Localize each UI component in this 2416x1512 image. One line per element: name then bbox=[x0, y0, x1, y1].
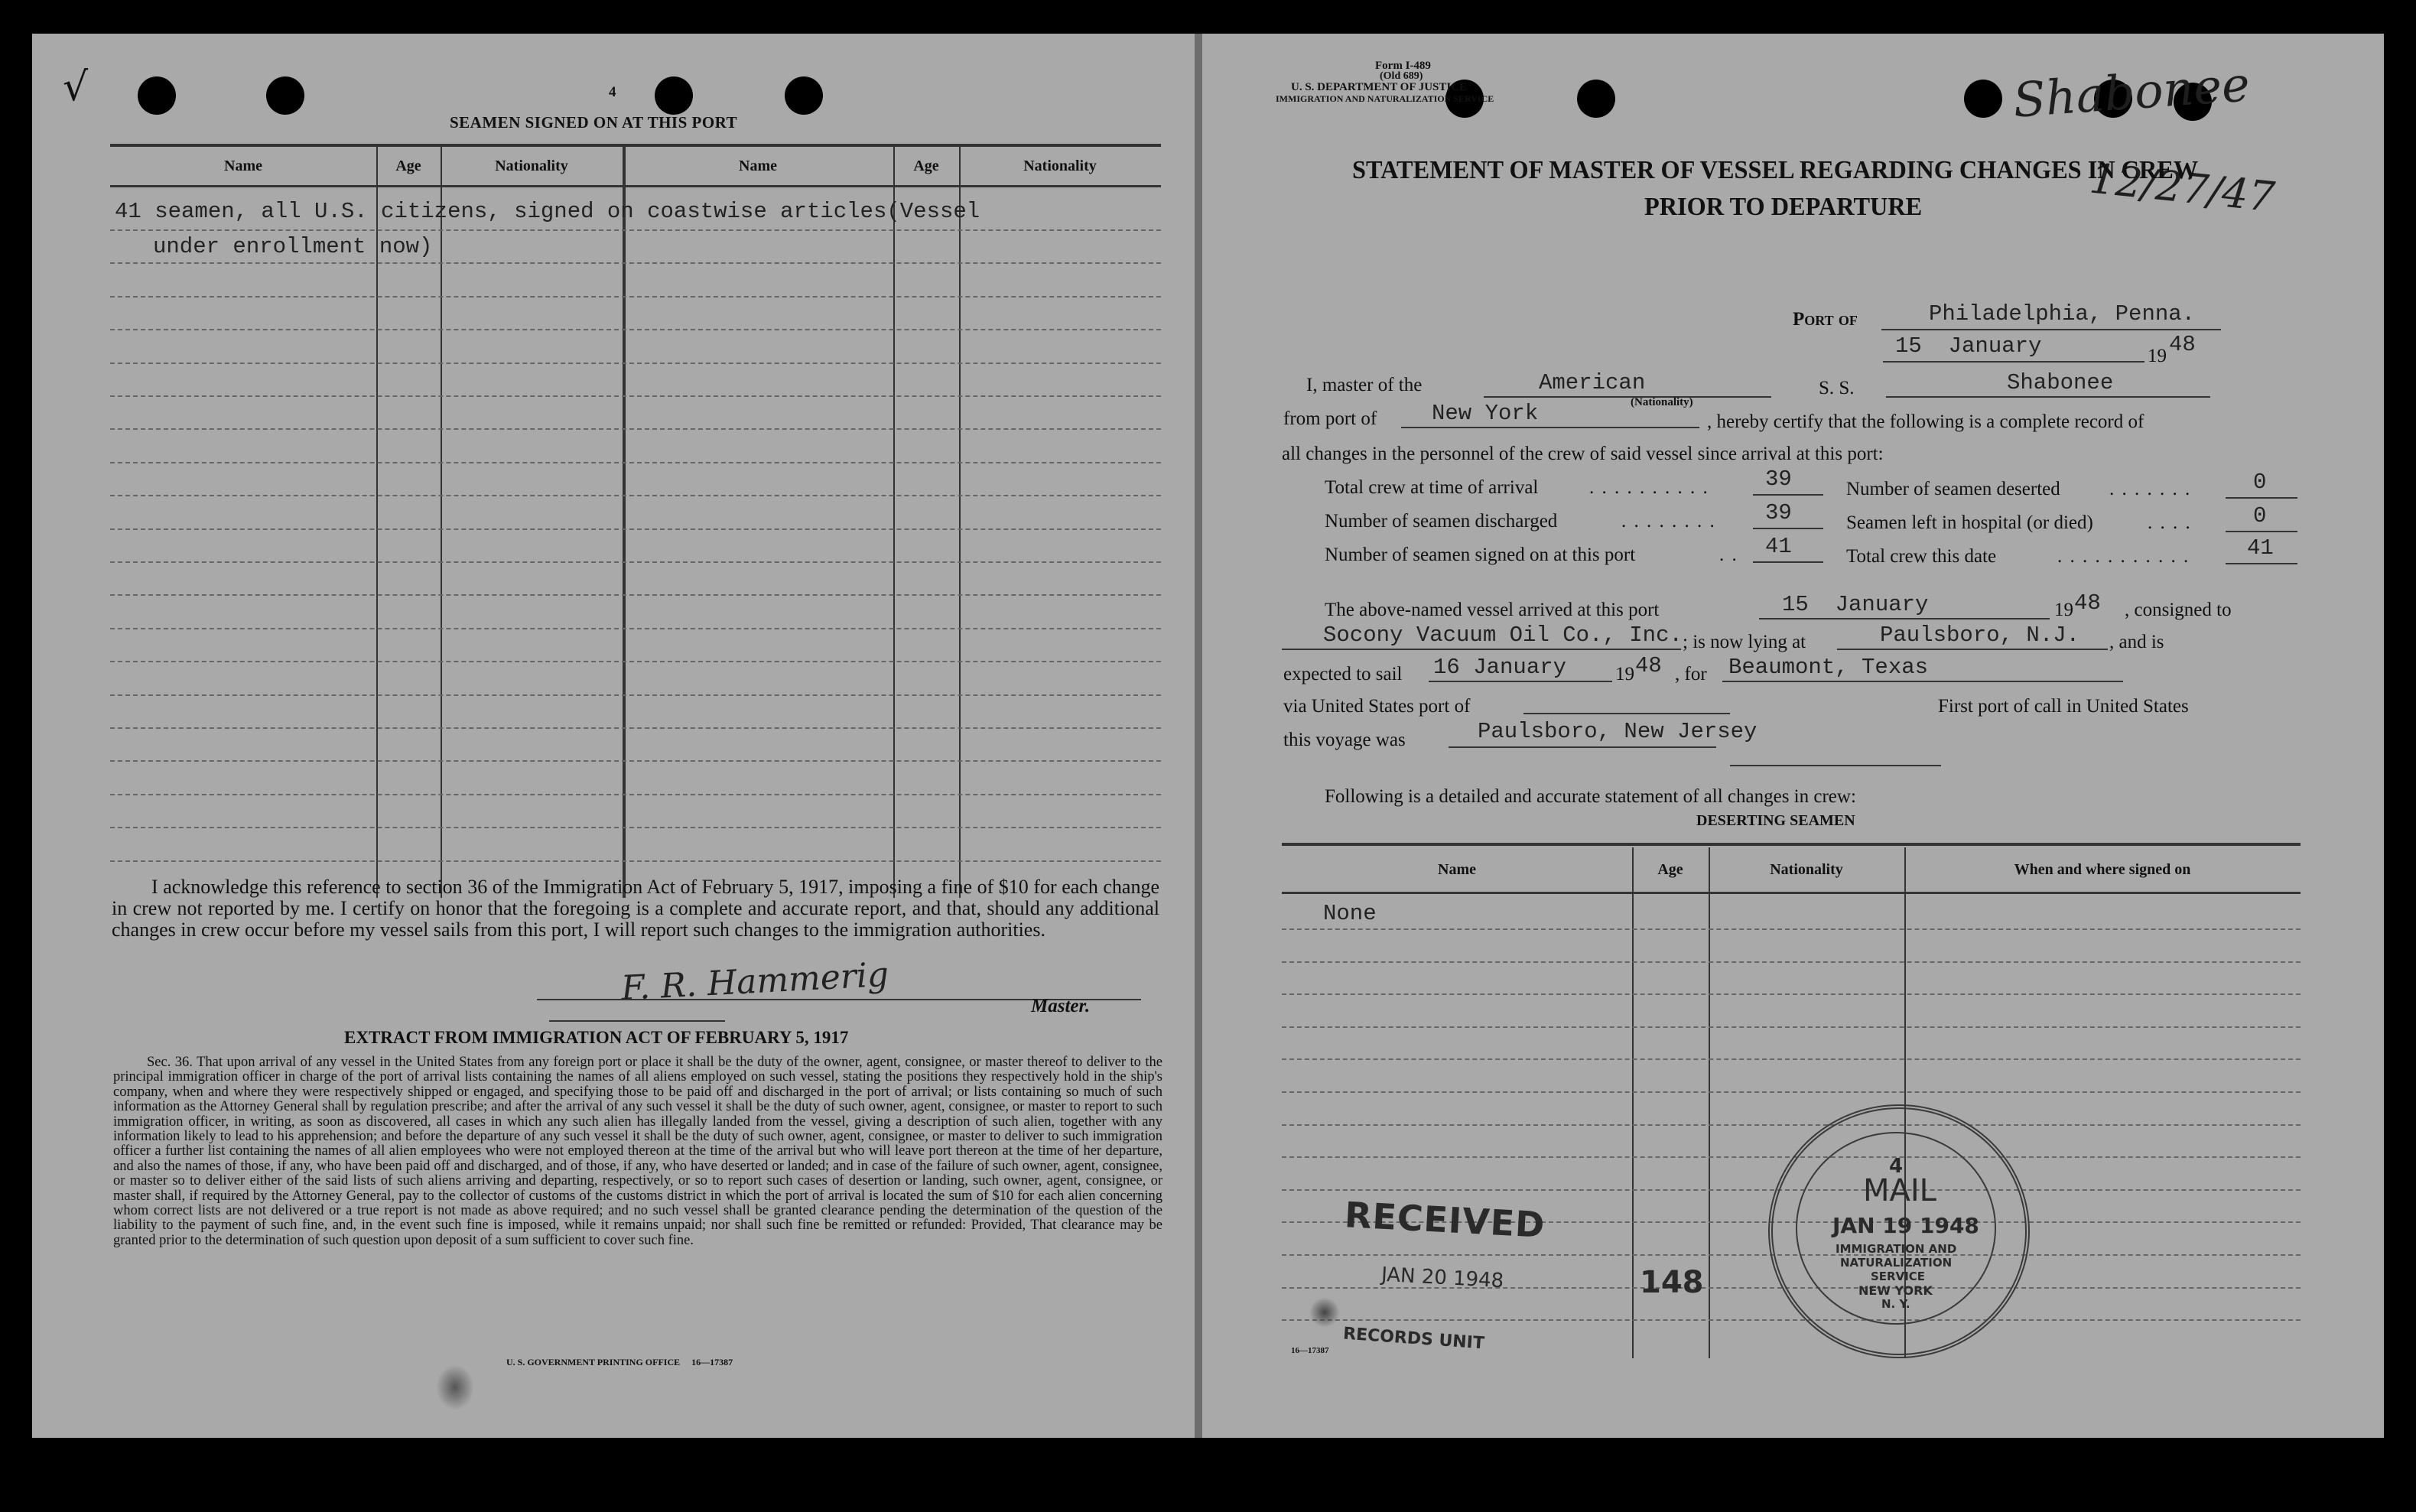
via-line bbox=[1523, 713, 1730, 714]
expected-label: expected to sail bbox=[1283, 664, 1403, 684]
value-line bbox=[1753, 494, 1823, 496]
table-col-divider bbox=[441, 147, 442, 898]
table-row-rule bbox=[110, 296, 1161, 298]
number-stamp: 148 bbox=[1640, 1265, 1704, 1300]
deserting-first-entry: None bbox=[1323, 901, 1377, 926]
typed-entry-line2: under enrollment now) bbox=[153, 234, 433, 259]
deserting-title: DESERTING SEAMEN bbox=[1696, 812, 1855, 829]
mail-stamp-agency1: IMMIGRATION AND bbox=[1836, 1242, 1957, 1256]
records-unit-stamp: RECORDS UNIT bbox=[1342, 1324, 1485, 1354]
lying-line bbox=[1837, 649, 2108, 650]
form-old-number: (Old 689) bbox=[1380, 70, 1423, 82]
punch-hole bbox=[1964, 80, 2002, 118]
form-number: Form I-489 bbox=[1375, 60, 1431, 72]
all-changes-text: all changes in the personnel of the crew of said vessel since arrival at this port: bbox=[1282, 444, 1884, 464]
check-mark: √ bbox=[63, 64, 89, 110]
leader-dots: . . bbox=[1719, 545, 1738, 565]
handwritten-ship-name: Shabonee bbox=[2011, 56, 2252, 128]
value-line bbox=[2226, 563, 2297, 564]
deserting-col-signed-on: When and where signed on bbox=[2014, 861, 2191, 878]
report-date-value: 15 January bbox=[1895, 333, 2042, 359]
section-title: SEAMEN SIGNED ON AT THIS PORT bbox=[450, 113, 738, 132]
leader-dots: . . . . bbox=[2148, 512, 2192, 533]
received-stamp: RECEIVED bbox=[1343, 1194, 1546, 1246]
via-label: via United States port of bbox=[1283, 696, 1471, 717]
typed-entry-line1: 41 seamen, all U.S. citizens, signed on coastwise articles(Vessel bbox=[115, 199, 980, 224]
smudge-mark bbox=[436, 1364, 474, 1410]
leader-dots: . . . . . . . bbox=[2109, 479, 2192, 499]
port-of-value: Philadelphia, Penna. bbox=[1929, 301, 2196, 327]
consigned-label: , consigned to bbox=[2125, 600, 2232, 620]
mail-stamp-word: MAIL bbox=[1863, 1173, 1936, 1208]
lying-value: Paulsboro, N.J. bbox=[1880, 623, 2080, 648]
this-voyage-line bbox=[1449, 746, 1716, 748]
consignee-value: Socony Vacuum Oil Co., Inc. bbox=[1323, 623, 1683, 648]
table-row-rule bbox=[110, 760, 1161, 762]
certify-text: , hereby certify that the following is a complete record of bbox=[1707, 411, 2144, 432]
leader-dots: . . . . . . . . bbox=[1621, 511, 1716, 532]
table-row-rule bbox=[1282, 961, 2301, 963]
following-label: Following is a detailed and accurate statement of all changes in crew: bbox=[1325, 786, 1856, 807]
deserted-value: 0 bbox=[2253, 470, 2267, 495]
deserting-col-age: Age bbox=[1657, 861, 1683, 878]
table-col-divider bbox=[959, 147, 961, 898]
ss-label: S. S. bbox=[1819, 378, 1855, 398]
value-line bbox=[1753, 528, 1823, 529]
form-title-line1: STATEMENT OF MASTER OF VESSEL REGARDING CHANGES IN CREW bbox=[1352, 156, 2199, 184]
discharged-value: 39 bbox=[1765, 500, 1792, 525]
report-date-line bbox=[1883, 361, 2144, 363]
for-line bbox=[1722, 681, 2123, 682]
table-row-rule bbox=[110, 229, 1161, 231]
divider-rule bbox=[549, 1020, 725, 1022]
from-port-label: from port of bbox=[1283, 408, 1377, 429]
table-row-rule bbox=[110, 528, 1161, 530]
mail-stamp-city: NEW YORK bbox=[1858, 1283, 1933, 1298]
signed-on-value: 41 bbox=[1765, 534, 1792, 559]
punch-hole bbox=[655, 76, 693, 115]
arrived-line bbox=[1759, 618, 2050, 619]
master-label: Master. bbox=[1031, 996, 1091, 1016]
table-row-rule bbox=[110, 363, 1161, 364]
hospital-value: 0 bbox=[2253, 503, 2267, 528]
mail-postmark bbox=[1768, 1104, 2030, 1358]
col-header-name: Name bbox=[739, 158, 777, 174]
deserting-col-name: Name bbox=[1438, 861, 1476, 878]
value-line bbox=[2226, 497, 2297, 499]
short-rule bbox=[1730, 765, 1941, 766]
table-row-rule bbox=[1282, 1319, 2301, 1321]
leader-dots: . . . . . . . . . . . bbox=[2057, 546, 2190, 567]
expected-value: 16 January bbox=[1433, 655, 1567, 680]
for-label: , for bbox=[1675, 664, 1707, 684]
value-line bbox=[1753, 561, 1823, 563]
mail-stamp-state: N. Y. bbox=[1881, 1297, 1910, 1311]
table-row-rule bbox=[110, 661, 1161, 662]
table-row-rule bbox=[110, 462, 1161, 463]
col-header-age: Age bbox=[913, 158, 939, 174]
ink-smudge bbox=[1309, 1297, 1340, 1328]
table-row-rule bbox=[110, 262, 1161, 264]
signed-on-label: Number of seamen signed on at this port bbox=[1325, 545, 1636, 565]
printer-line: U. S. GOVERNMENT PRINTING OFFICE 16—17387 bbox=[506, 1357, 733, 1367]
arrived-value: 15 January bbox=[1782, 592, 1929, 617]
table-row-rule bbox=[1282, 928, 2301, 930]
table-top-rule bbox=[110, 144, 1161, 147]
service-name: IMMIGRATION AND NATURALIZATION SERVICE bbox=[1276, 93, 1494, 104]
table-row-rule bbox=[1282, 1124, 2301, 1126]
deserting-table-top bbox=[1282, 843, 2301, 846]
ship-name: Shabonee bbox=[2007, 370, 2114, 395]
acknowledgment-text: I acknowledge this reference to section 36 of the Immigration Act of February 5, 1917, imposing a fine of $10 for each change in crew not reported by me. I certify on honor that the foregoing is a complete and accurate report, and that, should any additional changes in crew occur before my vessel sails from this port, I will report such changes to the immigration authorities. bbox=[112, 876, 1159, 941]
this-voyage-value: Paulsboro, New Jersey bbox=[1478, 719, 1758, 744]
hospital-label: Seamen left in hospital (or died) bbox=[1846, 512, 2093, 533]
consignee-line bbox=[1282, 649, 1681, 650]
this-voyage-label: this voyage was bbox=[1283, 730, 1406, 750]
leader-dots: . . . . . . . . . . bbox=[1589, 477, 1709, 498]
table-row-rule bbox=[110, 561, 1161, 563]
table-row-rule bbox=[110, 428, 1161, 430]
table-row-rule bbox=[110, 495, 1161, 496]
report-year-value: 48 bbox=[2169, 332, 2196, 357]
nationality-line bbox=[1484, 396, 1771, 398]
expected-year: 48 bbox=[1635, 653, 1662, 678]
vessel-nationality: American bbox=[1539, 370, 1646, 395]
table-row-rule bbox=[1282, 993, 2301, 995]
first-port-label: First port of call in United States bbox=[1938, 696, 2189, 717]
table-row-rule bbox=[1282, 1058, 2301, 1060]
table-col-divider bbox=[376, 147, 378, 898]
table-row-rule bbox=[110, 329, 1161, 330]
mail-stamp-date: JAN 19 1948 bbox=[1832, 1213, 1979, 1238]
table-row-rule bbox=[1282, 1026, 2301, 1028]
right-page bbox=[1202, 34, 2384, 1438]
port-of-line bbox=[1881, 329, 2221, 330]
mail-stamp-agency3: SERVICE bbox=[1871, 1270, 1926, 1283]
table-row-rule bbox=[110, 594, 1161, 596]
expected-year-prefix: 19 bbox=[1615, 664, 1634, 684]
arrived-year: 48 bbox=[2074, 590, 2101, 616]
nationality-caption: (Nationality) bbox=[1631, 396, 1693, 408]
deserting-table-header-rule bbox=[1282, 892, 2301, 894]
from-port-value: New York bbox=[1432, 401, 1539, 426]
table-col-divider bbox=[623, 147, 626, 898]
col-header-nationality: Nationality bbox=[1023, 158, 1097, 174]
deserting-col-nationality: Nationality bbox=[1770, 861, 1843, 878]
handwritten-date: 12/27/47 bbox=[2087, 154, 2278, 222]
for-value: Beaumont, Texas bbox=[1728, 655, 1929, 680]
and-is-label: , and is bbox=[2109, 632, 2164, 652]
arrived-label: The above-named vessel arrived at this port bbox=[1325, 600, 1660, 620]
from-port-line bbox=[1401, 427, 1699, 428]
punch-hole bbox=[266, 76, 304, 115]
footer-code: 16—17387 bbox=[1291, 1346, 1329, 1355]
punch-hole bbox=[1577, 80, 1615, 118]
value-line bbox=[2226, 531, 2297, 532]
table-row-rule bbox=[110, 395, 1161, 397]
table-row-rule bbox=[110, 628, 1161, 629]
table-col-divider bbox=[893, 147, 895, 898]
mail-stamp-top: 4 bbox=[1889, 1155, 1904, 1178]
report-year-prefix: 19 bbox=[2148, 346, 2167, 366]
lying-label: ; is now lying at bbox=[1683, 632, 1806, 652]
punch-hole bbox=[785, 76, 823, 115]
total-date-value: 41 bbox=[2247, 535, 2274, 561]
expected-line bbox=[1429, 681, 1612, 682]
table-header-rule bbox=[110, 185, 1161, 187]
arrived-year-prefix: 19 bbox=[2054, 600, 2073, 620]
col-header-nationality: Nationality bbox=[495, 158, 568, 174]
deserting-col-divider bbox=[1709, 847, 1710, 1358]
extract-title: EXTRACT FROM IMMIGRATION ACT OF FEBRUARY 5, 1917 bbox=[344, 1028, 849, 1047]
total-date-label: Total crew this date bbox=[1846, 546, 1997, 567]
total-arrival-label: Total crew at time of arrival bbox=[1325, 477, 1539, 498]
discharged-label: Number of seamen discharged bbox=[1325, 511, 1558, 532]
deserting-col-divider bbox=[1632, 847, 1634, 1358]
department-name: U. S. DEPARTMENT OF JUSTICE bbox=[1291, 81, 1468, 93]
section-36-text: Sec. 36. That upon arrival of any vessel in the United States from any foreign port or place it shall be the duty of the owner, agent, consignee, or master thereof to deliver to the principal immigration officer in charge of the port of arrival lists containing the names of all aliens employed on such vessel, stating the positions they respectively hold in the ship's company, when and where they were respectively shipped or engaged, and specifying those to be paid off and discharged in the port of arrival; or lists containing so much of such information as the Attorney General shall by regulation prescribe; and after the arrival of any such vessel it shall be the duty of such owner, agent, consignee, or master to report to such immigration officer, in writing, as soon as discovered, all cases in which any such alien has illegally landed from the vessel, giving a description of such alien, together with any information likely to lead to his apprehension; and before the departure of any such vessel it shall be the duty of such owner, agent, consignee, or master to deliver to such immigration officer a further list containing the names of all alien employees who were not employed thereon at the time of the arrival but who will leave port thereon at the time of her departure, and also the names of those, if any, who have been paid off and discharged, and of those, if any, who have deserted or landed; and in case of the failure of such owner, agent, consignee, or master so to deliver either of the said lists of such aliens arriving and departing, respectively, or so to report such cases of desertion or landing, such owner, agent, consignee, or master shall, if required by the Attorney General, pay to the collector of customs of the customs district in which the port of arrival is located the sum of $10 for each alien concerning whom correct lists are not delivered or a true report is not made as above required; and no such vessel shall be granted clearance pending the determination of the question of the liability to the payment of such fine, and, in the event such fine is imposed, while it remains unpaid; nor shall such fine be remitted or refunded: Provided, That clearance may be granted prior to the determination of such question upon deposit of a sum sufficient to cover such fine. bbox=[113, 1055, 1162, 1248]
table-row-rule bbox=[110, 727, 1161, 729]
table-row-rule bbox=[110, 827, 1161, 828]
col-header-name: Name bbox=[224, 158, 262, 174]
form-title-line2: PRIOR TO DEPARTURE bbox=[1644, 193, 1923, 221]
punch-hole bbox=[138, 76, 176, 115]
col-header-age: Age bbox=[395, 158, 421, 174]
page-number: 4 bbox=[609, 84, 616, 100]
table-row-rule bbox=[110, 694, 1161, 696]
total-arrival-value: 39 bbox=[1765, 467, 1792, 492]
table-row-rule bbox=[110, 794, 1161, 795]
mail-stamp-agency2: NATURALIZATION bbox=[1840, 1256, 1953, 1270]
received-date-stamp: JAN 20 1948 bbox=[1380, 1263, 1504, 1293]
table-row-rule bbox=[110, 860, 1161, 862]
port-of-label: Port of bbox=[1793, 309, 1858, 330]
deserted-label: Number of seamen deserted bbox=[1846, 479, 2060, 499]
left-page bbox=[32, 34, 1195, 1438]
ship-name-line bbox=[1886, 396, 2210, 398]
master-of-label: I, master of the bbox=[1306, 375, 1423, 395]
master-signature: F. R. Hammerig bbox=[619, 954, 890, 1009]
table-row-rule bbox=[1282, 1091, 2301, 1093]
